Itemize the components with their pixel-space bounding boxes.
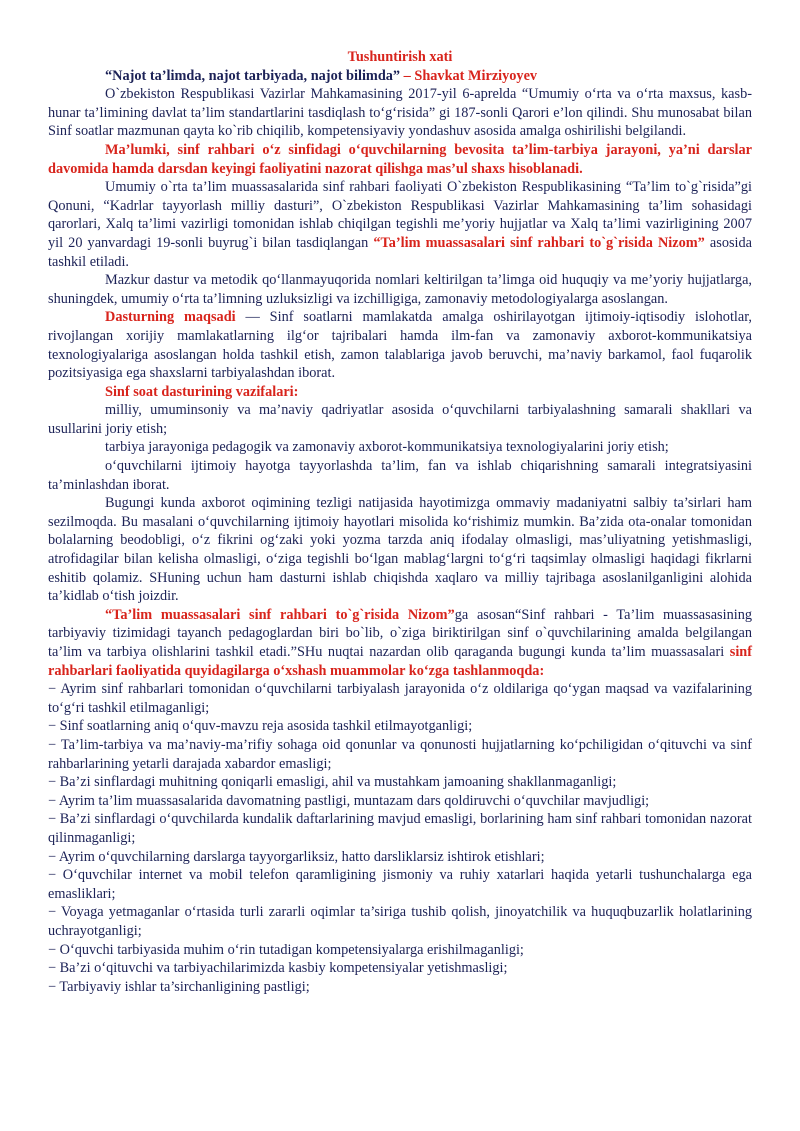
problem-item: − Voyaga yetmaganlar o‘rtasida turli zararli oqimlar ta’siriga tushib qolish, jinoyatchilik va huquqbuzarlik holatlarining uchrayotganligi;	[48, 904, 752, 939]
epigraph-author: Shavkat Mirziyoyev	[414, 67, 538, 84]
problem-item: − Ta’lim-tarbiya va ma’naviy-ma’rifiy sohaga oid qonunlar va qonunosti hujjatlarning ko‘pchiligidan o‘qituvchi va sinf rahbarlarining yetarli darajada xabardor emasligi;	[48, 736, 752, 772]
paragraph-class-teacher-role: Ma’lumki, sinf rahbari o‘z sinfidagi o‘quvchilarning bevosita ta’lim-tarbiya jarayoni, ya’ni darslar davomida hamda darsdan keyingi faoliyatini nazorat qilishga mas’ul shaxs hisoblanadi.	[48, 141, 752, 177]
regulation-name: “Ta’lim muassasalari sinf rahbari to`g`risida Nizom”	[373, 234, 705, 251]
epigraph	[48, 67, 752, 86]
problem-item: − Ayrim sinf rahbarlari tomonidan o‘quvchilarni tarbiyalash jarayonida o‘z oldilariga qo‘ygan maqsad va vazifalarining to‘g‘ri tashkil etilmaganligi;	[48, 681, 752, 716]
paragraph-legal-basis	[48, 178, 752, 271]
task-item: milliy, umuminsoniy va ma’naviy qadriyatlar asosida o‘quvchilarni tarbiyalashning samarali shakllari va usullarini joriy etish;	[48, 402, 752, 437]
document-title: Tushuntirish xati	[347, 49, 453, 65]
paragraph-regulation	[48, 606, 752, 680]
problem-item: − Ayrim ta’lim muassasalarida davomatning pastligi, muntazam dars qoldiruvchi o‘quvchilar mavjudligi;	[48, 792, 650, 809]
problem-item: − O‘quvchilar internet va mobil telefon qaramligining jismoniy va ruhiy xatarlari haqida yetarli tushunchalarga ega emasliklari;	[48, 867, 752, 902]
goal-text: — Sinf soatlarni mamlakatda amalga oshirilayotgan ijtimoiy-iqtisodiy islohotlar, rivojlangan xorijiy mamlakatlarning ilg‘or tajribalari hamda ilm-fan va zamonaviy axborot-kommunikatsiya texnologiyalariga asoslangan holda tashkil etish, zamon talablariga javob beruvchi, ma’naviy barkamol, faol fuqarolik pozitsiyasiga ega shaxslarni tarbiyalashdan iborat.	[48, 309, 752, 382]
goal-label: Dasturning maqsadi	[105, 309, 236, 326]
legal-basis-text: Umumiy o`rta ta’lim muassasalarida sinf rahbari faoliyati O`zbekiston Respublikasining “Ta’lim to`g`risida”gi Qonuni, “Kadrlar tayyorlash milliy dasturi”, O`zbekiston Respublikasi Vazirlar Mahkamasining ta’lim sohasidagi qarorlari, Xalq ta’limi vazirligi tomonidan ishlab chiqilgan tegishli me’yoriy hujjatlar va Xalq ta’limi vazirligining 2007 yil 20 yanvardagi 19-sonli buyrug`i bilan tasdiqlangan	[48, 179, 752, 251]
epigraph-quote: “Najot ta’limda, najot tarbiyada, najot bilimda”	[105, 67, 401, 84]
problem-item: − Ba’zi o‘qituvchi va tarbiyachilarimizda kasbiy kompetensiyalar yetishmasligi;	[48, 960, 508, 977]
problems-intro: sinf rahbarlari faoliyatida quyidagilarga o‘xshash muammolar ko‘zga tashlanmoqda:	[48, 644, 752, 679]
problem-item: − O‘quvchi tarbiyasida muhim o‘rin tutadigan kompetensiyalarga erishilmaganligi;	[48, 941, 524, 958]
tasks-heading: Sinf soat dasturining vazifalari:	[105, 383, 299, 400]
paragraph-goal	[48, 308, 752, 382]
task-item: tarbiya jarayoniga pedagogik va zamonaviy axborot-kommunikatsiya texnologiyalarini joriy etish;	[105, 439, 669, 456]
regulation-text: ga asosan“Sinf rahbari - Ta’lim muassasasining tarbiyaviy tizimidagi tayanch pedagoglardan biri bo`lib, o`ziga biriktirilgan sinf o`quvchilarining amalda belgilangan ta’lim va tarbiya olishlarini tashkil etadi.”SHu nuqtai nazardan olib qaraganda bugungi kunda ta’lim muassasalari	[48, 606, 752, 660]
legal-basis-tail: asosida tashkil etiladi.	[48, 234, 752, 270]
problem-item: − Ba’zi sinflardagi muhitning qoniqarli emasligi, ahil va mustahkam jamoaning shakllanmaganligi;	[48, 774, 617, 791]
problem-item: − Ayrim o‘quvchilarning darslarga tayyorgarliksiz, hatto darsliklarsiz ishtirok etishlari;	[48, 848, 545, 865]
paragraph-mass-culture: Bugungi kunda axborot oqimining tezligi natijasida hayotimizga ommaviy madaniyatni salbiy ta’sirlari ham sezilmoqda. Bu masalani o‘quvchilarning ijtimoiy hayotlari misolida ko‘rishimiz mumkin. Ba’zida ota-onalar tomonidan bolalarning beodobligi, o‘z fikrini og‘zaki yoki yozma tarzda aniq ifodalay olmasligi, mas’uliyatning yetishmasligi, atrofidagilar bilan kelisha olmasligi, o‘ziga tegishli bo‘lgan mablag‘largni to‘g‘ri taqsimlay olmasligi haqidagi fikrlarni eshitib qolamiz. SHuning uchun ham dasturni ishlab chiqishda xaqlaro va milliy tajribaga asoslanilganligini alohida ta’kidlab o‘tish joizdir.	[48, 495, 752, 605]
epigraph-dash: –	[400, 67, 415, 84]
regulation-name: “Ta’lim muassasalari sinf rahbari to`g`risida Nizom”	[105, 606, 455, 623]
task-item: o‘quvchilarni ijtimoiy hayotga tayyorlashda ta’lim, fan va ishlab chiqarishning samarali integratsiyasini ta’minlashdan iborat.	[48, 458, 752, 493]
paragraph-intro: O`zbekiston Respublikasi Vazirlar Mahkamasining 2017-yil 6-aprelda “Umumiy o‘rta va o‘rta maxsus, kasb-hunar ta’limining davlat ta’lim standartlarini tasdiqlash to‘g‘risida” gi 187-sonli Qarori e’lon qilindi. Shu munosabat bilan Sinf soatlar mazmunan qayta ko`rib chiqilib, kompetensiyaviy yondashuv asosida amalga oshirilishi belgilandi.	[48, 86, 752, 140]
problem-item: − Tarbiyaviy ishlar ta’sirchanligining pastligi;	[48, 978, 310, 995]
paragraph-methodology: Mazkur dastur va metodik qo‘llanmayuqorida nomlari keltirilgan ta’limga oid huquqiy va me’yoriy hujjatlarga, shuningdek, umumiy o‘rta ta’limning uzluksizligi va izchilligiga, zamonaviy metodologiyalarga asoslangan.	[48, 272, 752, 307]
problem-item: − Sinf soatlarning aniq o‘quv-mavzu reja asosida tashkil etilmayotganligi;	[48, 718, 473, 735]
problem-item: − Ba’zi sinflardagi o‘quvchilarda kundalik daftarlarining mavjud emasligi, borlarining ham sinf rahbari tomonidan nazorat qilinmaganligi;	[48, 811, 752, 846]
